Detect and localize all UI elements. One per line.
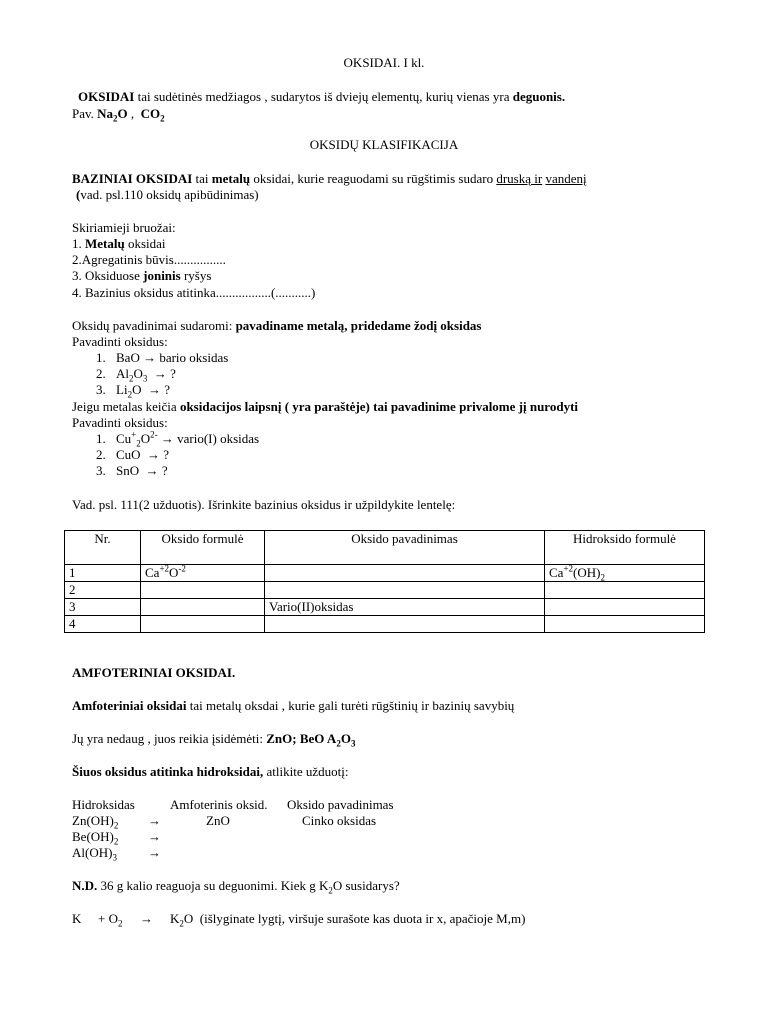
ref-text: vad. psl.110 oksidų apibūdinimas) bbox=[80, 187, 259, 202]
table-row bbox=[65, 599, 705, 616]
table-row bbox=[65, 616, 705, 633]
hydroxide-formula bbox=[72, 813, 118, 829]
row1-a: Zn(OH) bbox=[72, 813, 114, 828]
feature-2 bbox=[72, 252, 226, 268]
v1-a: Cu bbox=[116, 431, 132, 446]
table-intro bbox=[72, 497, 455, 513]
table-row bbox=[65, 582, 705, 599]
feature-4 bbox=[72, 285, 315, 301]
cell-nr: 1 bbox=[65, 565, 141, 582]
item2-c: → ? bbox=[147, 366, 176, 381]
header-oxide-formula: Oksido formulė bbox=[141, 531, 265, 565]
definition-text: tai sudėtinės medžiagos , sudarytos iš dviejų elementų, kurių vienas yra bbox=[134, 89, 513, 104]
col-amph-oxide: Amfoterinis oksid. bbox=[170, 797, 268, 812]
amphoteric-memo bbox=[72, 731, 355, 747]
ex1-sub: 2 bbox=[113, 113, 118, 124]
classification-heading bbox=[0, 137, 768, 153]
col-oxide-name: Oksido pavadinimas bbox=[287, 797, 394, 812]
cell-oxide-formula[interactable] bbox=[141, 582, 265, 599]
feature-1 bbox=[72, 236, 166, 252]
v1-sup2: 2- bbox=[150, 429, 158, 440]
item2-b: O bbox=[133, 366, 143, 381]
item2-num: 2. bbox=[96, 366, 106, 381]
f4-text: 4. Bazinius oksidus atitinka.................(...........) bbox=[72, 285, 316, 300]
cell-oxide-formula[interactable] bbox=[141, 616, 265, 633]
valency-rule bbox=[72, 399, 578, 415]
equation-k: K bbox=[72, 911, 82, 926]
naming-item-1 bbox=[96, 350, 228, 366]
ref-paren: ( bbox=[76, 187, 81, 202]
basic-metals: metalų bbox=[211, 171, 251, 186]
homework-label: N.D. bbox=[72, 878, 98, 893]
oxides-table bbox=[64, 530, 705, 633]
definition-bold: deguonis. bbox=[512, 89, 566, 104]
item3-sub: 2 bbox=[127, 389, 133, 400]
table-intro-text: Vad. psl. 111(2 užduotis). Išrinkite bazinius oksidus ir užpildykite lentelę: bbox=[72, 497, 456, 512]
r1-fa: Ca bbox=[145, 565, 160, 580]
homework-sub: 2 bbox=[328, 885, 333, 896]
naming-task bbox=[72, 334, 168, 350]
valency-task bbox=[72, 415, 168, 431]
memo-formulas bbox=[266, 731, 356, 749]
memo-sub1: 2 bbox=[336, 738, 341, 749]
naming-intro-bold: pavadiname metalą, pridedame žodį oksidas bbox=[235, 318, 482, 333]
hydroxides-task bbox=[72, 764, 348, 780]
homework-task bbox=[72, 878, 400, 894]
cell-oxide-name[interactable] bbox=[265, 582, 545, 599]
arrow-icon: → bbox=[148, 813, 161, 828]
definition-example bbox=[72, 106, 165, 122]
r1-hsup: +2 bbox=[563, 563, 574, 574]
hydroxide-formula bbox=[72, 845, 117, 861]
cell-hydroxide-formula[interactable] bbox=[545, 582, 705, 599]
memo-text: Jų yra nedaug , juos reikia įsidėmėti: bbox=[72, 731, 267, 746]
features-heading bbox=[72, 220, 176, 236]
cell-oxide-name[interactable]: Vario(II)oksidas bbox=[265, 599, 545, 616]
naming-intro: Oksidų pavadinimai sudaromi: bbox=[72, 318, 236, 333]
cell-oxide-name[interactable] bbox=[265, 616, 545, 633]
arrow-icon: → bbox=[148, 829, 161, 844]
valency-task-text: Pavadinti oksidus: bbox=[72, 415, 168, 430]
memo-b: O bbox=[340, 731, 351, 746]
v1-sup1: + bbox=[131, 429, 137, 440]
item2-a: Al bbox=[116, 366, 129, 381]
cell-oxide-formula[interactable] bbox=[141, 565, 265, 582]
hydrox-rest: atlikite užduotį: bbox=[263, 764, 349, 779]
f3-rest: ryšys bbox=[180, 268, 212, 283]
eq-sub1: 2 bbox=[117, 918, 123, 929]
r1-ha: Ca bbox=[549, 565, 564, 580]
amph-def-rest: tai metalų oksdai , kurie gali turėti rūgštinių ir bazinių savybių bbox=[186, 698, 515, 713]
f1-rest: oksidai bbox=[124, 236, 166, 251]
ex1-a: Na bbox=[97, 106, 114, 121]
table-header-row bbox=[65, 531, 705, 565]
r1-hb: (OH) bbox=[573, 565, 601, 580]
definition-term: OKSIDAI bbox=[78, 89, 135, 104]
naming-rule bbox=[72, 318, 482, 334]
example-formula-1 bbox=[97, 106, 128, 124]
v2-num: 2. bbox=[96, 447, 106, 462]
basic-term: BAZINIAI OKSIDAI bbox=[72, 171, 193, 186]
valency-bold: oksidacijos laipsnį ( yra paraštėje) tai pavadinime privalome jį nurodyti bbox=[179, 399, 579, 414]
equation-reactant bbox=[98, 911, 122, 927]
r1-hsub: 2 bbox=[600, 572, 605, 583]
item2-sub2: 3 bbox=[142, 373, 148, 384]
f2-text: 2.Agregatinis būvis................ bbox=[72, 252, 226, 267]
hydroxide-col-header bbox=[72, 797, 135, 813]
cell-hydroxide-formula[interactable] bbox=[545, 565, 705, 582]
homework-text-b: O susidarys? bbox=[332, 878, 400, 893]
v3-num: 3. bbox=[96, 463, 106, 478]
basic-water: vandenį bbox=[545, 171, 587, 186]
eq-sub2: 2 bbox=[179, 918, 184, 929]
cell-nr: 2 bbox=[65, 582, 141, 599]
amphoteric-definition bbox=[72, 698, 514, 714]
amphoteric-col-header bbox=[170, 797, 268, 813]
amph-def-bold: Amfoteriniai oksidai bbox=[72, 698, 187, 713]
homework-text-a: 36 g kalio reaguoja su deguonimi. Kiek g K bbox=[97, 878, 329, 893]
cell-nr: 4 bbox=[65, 616, 141, 633]
v1-c: → vario(I) oksidas bbox=[157, 431, 260, 446]
page-title-text: OKSIDAI. I kl. bbox=[343, 55, 425, 70]
basic-oxides-definition bbox=[72, 171, 587, 187]
cell-hydroxide-formula[interactable] bbox=[545, 599, 705, 616]
r1-fsup2: -2 bbox=[178, 563, 186, 574]
memo-a: ZnO; BeO A bbox=[266, 731, 337, 746]
basic-salt: druską ir bbox=[496, 171, 543, 186]
naming-item-3 bbox=[96, 382, 170, 398]
item3-b: O → ? bbox=[132, 382, 170, 397]
ex1-b: O bbox=[117, 106, 128, 121]
definition-line bbox=[78, 89, 565, 105]
cell-hydroxide-formula[interactable] bbox=[545, 616, 705, 633]
item1-text: BaO → bario oksidas bbox=[116, 350, 229, 365]
table-row bbox=[65, 565, 705, 582]
header-oxide-name: Oksido pavadinimas bbox=[265, 531, 545, 565]
item3-num: 3. bbox=[96, 382, 106, 397]
name-col-header bbox=[287, 797, 394, 813]
cell-oxide-formula[interactable] bbox=[141, 599, 265, 616]
naming-item-2 bbox=[96, 366, 176, 382]
equation-product bbox=[170, 911, 525, 927]
row3-a: Al(OH) bbox=[72, 845, 113, 860]
basic-t1: tai bbox=[192, 171, 212, 186]
row1-sub: 2 bbox=[113, 820, 119, 831]
v1-sub: 2 bbox=[136, 438, 141, 449]
v1-num: 1. bbox=[96, 431, 106, 446]
eq-rest: O (išlyginate lygtį, viršuje surašote kas duota ir x, apačioje M,m) bbox=[183, 911, 526, 926]
valency-item-3 bbox=[96, 463, 168, 479]
naming-task-text: Pavadinti oksidus: bbox=[72, 334, 168, 349]
header-hydroxide-formula: Hidroksido formulė bbox=[545, 531, 705, 565]
valency-item-2 bbox=[96, 447, 169, 463]
classification-heading-text: OKSIDŲ KLASIFIKACIJA bbox=[309, 137, 459, 152]
basic-t2: oksidai, kurie reaguodami su rūgštimis sudaro bbox=[250, 171, 497, 186]
item2-sub1: 2 bbox=[129, 373, 134, 384]
features-heading-text: Skiriamieji bruožai: bbox=[72, 220, 176, 235]
example-separator: , bbox=[127, 106, 141, 121]
row2-sub: 2 bbox=[113, 836, 119, 847]
item3-a: Li bbox=[116, 382, 128, 397]
feature-3 bbox=[72, 268, 211, 284]
basic-oxides-reference bbox=[76, 187, 259, 203]
eq-prod: K bbox=[170, 911, 180, 926]
row2-a: Be(OH) bbox=[72, 829, 114, 844]
r1-fsup1: +2 bbox=[159, 563, 170, 574]
f3-bold: joninis bbox=[143, 268, 181, 283]
hydrox-bold: Šiuos oksidus atitinka hidroksidai, bbox=[72, 764, 264, 779]
amphoteric-heading-text: AMFOTERINIAI OKSIDAI. bbox=[72, 665, 236, 680]
cell-oxide-name[interactable] bbox=[265, 565, 545, 582]
cell-nr: 3 bbox=[65, 599, 141, 616]
f1-prefix: 1. bbox=[72, 236, 85, 251]
v3-text: SnO → ? bbox=[116, 463, 168, 478]
v2-text: CuO → ? bbox=[116, 447, 170, 462]
valency-item-1 bbox=[96, 431, 259, 447]
col-hydroxide: Hidroksidas bbox=[72, 797, 135, 812]
eq-plus: + O bbox=[98, 911, 118, 926]
item1-num: 1. bbox=[96, 350, 106, 365]
amphoteric-heading bbox=[72, 665, 235, 681]
arrow-icon: → bbox=[140, 911, 153, 926]
oxide-name: Cinko oksidas bbox=[302, 813, 377, 828]
ex2-sub: 2 bbox=[160, 113, 165, 124]
hydroxide-formula bbox=[72, 829, 118, 845]
page-title bbox=[0, 55, 768, 71]
r1-fb: O bbox=[169, 565, 179, 580]
example-prefix: Pav. bbox=[72, 106, 98, 121]
f3-prefix: 3. Oksiduose bbox=[72, 268, 144, 283]
oxide-formula: ZnO bbox=[206, 813, 230, 828]
row3-sub: 3 bbox=[112, 852, 117, 863]
valency-text: Jeigu metalas keičia bbox=[72, 399, 180, 414]
v1-b: O bbox=[140, 431, 151, 446]
memo-sub2: 3 bbox=[350, 738, 356, 749]
header-nr: Nr. bbox=[65, 531, 141, 565]
arrow-icon: → bbox=[148, 845, 161, 860]
example-formula-2 bbox=[140, 106, 165, 124]
ex2-a: CO bbox=[140, 106, 161, 121]
f1-bold: Metalų bbox=[85, 236, 125, 251]
